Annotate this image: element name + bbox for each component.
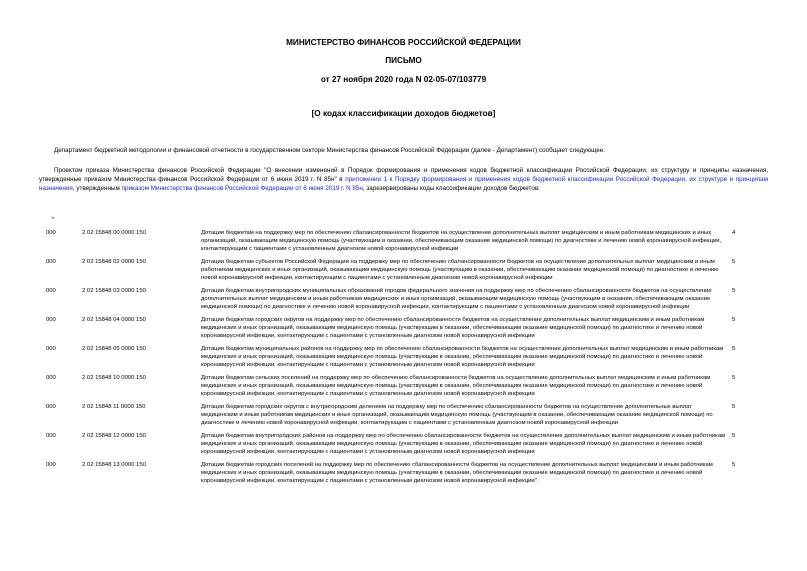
budget-code: 2 02 15848 13 0000 150 — [82, 462, 146, 468]
code-description: Дотации бюджетам на поддержку мер по обеспечению сбалансированности бюджетов на осуществление дополнительных выплат медицинским и иным работникам медицинских и иных организаций, оказывающим медицинскую помощь (участвующим в оказании, обеспечивающим оказание медицинской помощи) по диагностике и лечению новой коронавирусной инфекции, контактирующим с пациентами с установленным диагнозом новой коронавирусной инфекции — [201, 230, 722, 252]
intro-paragraph: Департамент бюджетной методологии и финансовой отчетности в государственном секторе Министерства финансов Российской Федерации (далее - Департамент) сообщает следующее. — [54, 147, 605, 154]
code-description: Дотации бюджетам внутригородских районов на поддержку мер по обеспечению сбалансированности бюджетов на осуществление дополнительных выплат медицинским и иным работникам медицинских и иных организаций, оказывающим медицинскую помощь (участвующим в оказании, обеспечивающим оказание медицинской помощи) по диагностике и лечению новой коронавирусной инфекции, контактирующим с пациентами с установленным диагнозом новой коронавирусной инфекции — [201, 433, 726, 455]
quote-mark: " — [52, 217, 55, 224]
table-row — [0, 316, 807, 345]
table-row — [0, 432, 807, 461]
appendix-link[interactable]: приложении 1 к Порядку формирования и применения кодов бюджетной классификации Российской Федерации, их структуре и принципам назначения — [39, 176, 768, 192]
admin-code: 000 — [46, 288, 56, 294]
code-level: 5 — [732, 433, 736, 439]
code-level: 5 — [732, 346, 736, 352]
code-level: 5 — [732, 288, 736, 294]
budget-code: 2 02 15848 05 0000 150 — [82, 346, 146, 352]
table-row — [0, 258, 807, 287]
code-description: Дотации бюджетам городских поселений на поддержку мер по обеспечению сбалансированности бюджетов на осуществление дополнительных выплат медицинским и иным работникам медицинских и иных организаций, оказывающим медицинскую помощь (участвующим в оказании, обеспечивающим оказание медицинской помощи) по диагностике и лечению новой коронавирусной инфекции, контактирующим с пациентами с установленным диагнозом новой коронавирусной инфекции". — [201, 462, 713, 484]
table-row — [0, 287, 807, 316]
admin-code: 000 — [46, 375, 56, 381]
document-subject: [О кодах классификации доходов бюджетов] — [311, 109, 496, 118]
admin-code: 000 — [46, 317, 56, 323]
code-level: 5 — [732, 462, 736, 468]
budget-code: 2 02 15848 11 0000 150 — [82, 404, 146, 410]
budget-code: 2 02 15848 02 0000 150 — [82, 259, 146, 265]
admin-code: 000 — [46, 462, 56, 468]
budget-code: 2 02 15848 04 0000 150 — [82, 317, 146, 323]
code-description: Дотации бюджетам внутригородских муниципальных образований городов федерального значения на поддержку мер по обеспечению сбалансированности бюджетов на осуществление дополнительных выплат медицинским и иным работникам медицинских и иных организаций, оказывающим медицинскую помощь (участвующим в оказании, обеспечивающим оказание медицинской помощи) по диагностике и лечению новой коронавирусной инфекции, контактирующим с пациентами с установленным диагнозом новой коронавирусной инфекции — [201, 288, 712, 310]
table-row — [0, 374, 807, 403]
table-row — [0, 403, 807, 432]
budget-code: 2 02 15848 00 0000 150 — [82, 230, 146, 236]
admin-code: 000 — [46, 346, 56, 352]
budget-code: 2 02 15848 10 0000 150 — [82, 375, 146, 381]
body-text-2: , утвержденным — [72, 185, 122, 192]
code-level: 5 — [732, 404, 736, 410]
table-row — [0, 229, 807, 258]
document-type: ПИСЬМО — [385, 56, 422, 65]
ministry-title: МИНИСТЕРСТВО ФИНАНСОВ РОССИЙСКОЙ ФЕДЕРАЦИИ — [286, 38, 521, 47]
budget-code: 2 02 15848 12 0000 150 — [82, 433, 146, 439]
budget-code: 2 02 15848 03 0000 150 — [82, 288, 146, 294]
table-row — [0, 461, 807, 490]
code-level: 4 — [732, 230, 736, 236]
table-row — [0, 345, 807, 374]
document-date-number: от 27 ноября 2020 года N 02-05-07/103779 — [320, 75, 487, 84]
code-level: 5 — [732, 375, 736, 381]
code-description: Дотации бюджетам субъектов Российской Федерации на поддержку мер по обеспечению сбалансированности бюджетов на осуществление дополнительных выплат медицинским и иным работникам медицинских и иных организаций, оказывающим медицинскую помощь (участвующим в оказании, обеспечивающим оказание медицинской помощи) по диагностике и лечению новой коронавирусной инфекции, контактирующим с пациентами с установленным диагнозом новой коронавирусной инфекции — [201, 259, 719, 281]
code-description: Дотации бюджетам сельских поселений на поддержку мер по обеспечению сбалансированности бюджетов на осуществление дополнительных выплат медицинским и иным работникам медицинских и иных организаций, оказывающим медицинскую помощь (участвующим в оказании, обеспечивающим оказание медицинской помощи) по диагностике и лечению новой коронавирусной инфекции, контактирующим с пациентами с установленным диагнозом новой коронавирусной инфекции — [201, 375, 711, 397]
admin-code: 000 — [46, 259, 56, 265]
admin-code: 000 — [46, 230, 56, 236]
admin-code: 000 — [46, 433, 56, 439]
code-description: Дотации бюджетам муниципальных районов на поддержку мер по обеспечению сбалансированности бюджетов на осуществление дополнительных выплат медицинским и иным работникам медицинских и иных организаций, оказывающим медицинскую помощь (участвующим в оказании, обеспечивающим оказание медицинской помощи) по диагностике и лечению новой коронавирусной инфекции, контактирующим с пациентами с установленным диагнозом новой коронавирусной инфекции — [201, 346, 724, 368]
code-level: 5 — [732, 259, 736, 265]
admin-code: 000 — [46, 404, 56, 410]
code-level: 5 — [732, 317, 736, 323]
code-description: Дотации бюджетам городских округов с внутригородским делением на поддержку мер по обеспечению сбалансированности бюджетов на осуществление дополнительных выплат медицинским и иным работникам медицинских и иных организаций, оказывающим медицинскую помощь (участвующим в оказании, обеспечивающим оказание медицинской помощи) по диагностике и лечению новой коронавирусной инфекции, контактирующим с пациентами с установленным диагнозом новой коронавирусной инфекции — [201, 404, 713, 426]
body-text-3: , зарезервированы коды классификации доходов бюджетов: — [362, 185, 540, 192]
order-85n-link[interactable]: приказом Министерства финансов Российской Федерации от 6 июня 2019 г. N 85н — [121, 185, 363, 192]
body-text-1: Проектом приказа Министерства финансов Российской Федерации "О внесении изменений в Порядок формирования и применения кодов бюджетной классификации Российской Федерации, их структуру и принципы назначения, утвержденные приказом Министерства финансов Российской Федерации от 6 июня 2019 г. N 85н" в — [39, 167, 768, 183]
code-description: Дотации бюджетам городских округов на поддержку мер по обеспечению сбалансированности бюджетов на осуществление дополнительных выплат медицинским и иным работникам медицинских и иных организаций, оказывающим медицинскую помощь (участвующим в оказании, обеспечивающим оказание медицинской помощи) по диагностике и лечению новой коронавирусной инфекции, контактирующим с пациентами с установленным диагнозом новой коронавирусной инфекции — [201, 317, 705, 339]
body-paragraph — [39, 166, 768, 193]
codes-table — [0, 229, 807, 490]
